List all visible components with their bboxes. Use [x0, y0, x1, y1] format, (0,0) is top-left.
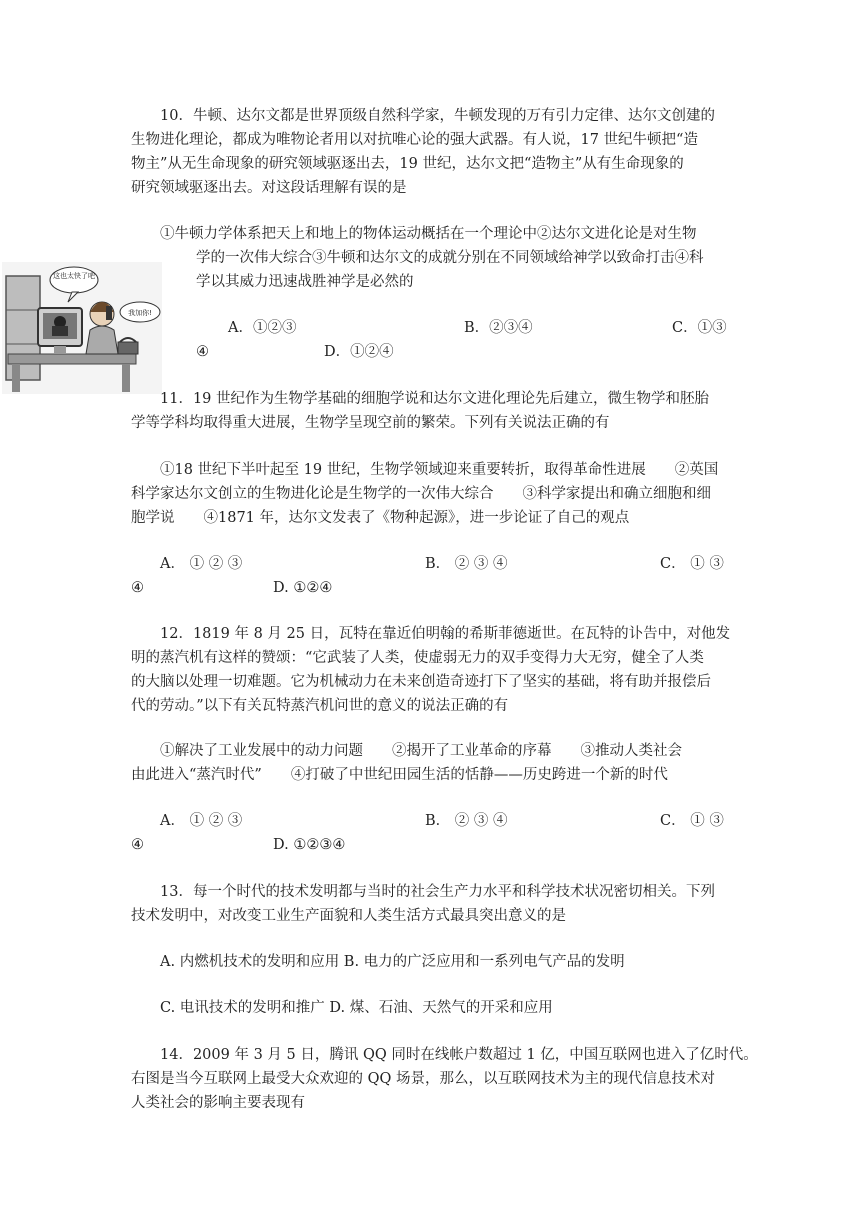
q11-option-b: B． ② ③ ④ — [425, 556, 508, 572]
q10-option-d: D．①②④ — [324, 344, 394, 360]
q12-option-b: B． ② ③ ④ — [425, 813, 508, 829]
q12-statement-line-1: ①解决了工业发展中的动力问题 ②揭开了工业革命的序幕 ③推动人类社会 — [160, 743, 682, 759]
q12-option-a: A． ① ② ③ — [160, 813, 243, 829]
qq-office-illustration — [2, 262, 162, 394]
bubble-2-text: 我加你! — [128, 309, 152, 317]
q13-stem-line-1: 13．每一个时代的技术发明都与当时的社会生产力水平和科学技术状况密切相关。下列 — [160, 884, 715, 900]
q13-stem-line-2: 技术发明中，对改变工业生产面貌和人类生活方式最具突出意义的是 — [131, 908, 566, 924]
q10-option-c: C．①③ — [672, 320, 727, 336]
q12-stem-line-2: 明的蒸汽机有这样的赞颂：“它武装了人类，使虚弱无力的双手变得力大无穷，健全了人类 — [131, 650, 704, 666]
q10-stem-line-2: 生物进化理论，都成为唯物论者用以对抗唯心论的强大武器。有人说，17 世纪牛顿把“造 — [131, 132, 698, 148]
q10-statement-line-1: ①牛顿力学体系把天上和地上的物体运动概括在一个理论中②达尔文进化论是对生物 — [160, 226, 697, 242]
q11-stem-line-2: 学等学科均取得重大进展，生物学呈现空前的繁荣。下列有关说法正确的有 — [131, 415, 610, 431]
q10-stem-line-4: 研究领域驱逐出去。对这段话理解有误的是 — [131, 180, 407, 196]
q13-options-line-1: A. 内燃机技术的发明和应用 B. 电力的广泛应用和一系列电气产品的发明 — [160, 954, 625, 970]
q12-option-c-tail: ④ — [131, 837, 144, 853]
q11-statement-line-1: ①18 世纪下半叶起至 19 世纪，生物学领域迎来重要转折，取得革命性进展 ②英国 — [160, 462, 719, 478]
q11-option-c: C． ① ③ — [660, 556, 724, 572]
q10-option-c-tail: ④ — [196, 344, 209, 360]
q10-stem-line-1: 10．牛顿、达尔文都是世界顶级自然科学家，牛顿发现的万有引力定律、达尔文创建的 — [160, 108, 715, 124]
q10-statement-line-2: 学的一次伟大综合③牛顿和达尔文的成就分别在不同领域给神学以致命打击④科 — [196, 250, 704, 266]
q10-option-a: A．①②③ — [228, 320, 297, 336]
q13-options-line-2: C. 电讯技术的发明和推广 D. 煤、石油、天然气的开采和应用 — [160, 1000, 553, 1016]
q11-option-c-tail: ④ — [131, 580, 144, 596]
q11-stem-line-1: 11．19 世纪作为生物学基础的细胞学说和达尔文进化理论先后建立，微生物学和胚胎 — [160, 391, 710, 407]
bubble-1-text: 这也太快了吧 — [53, 272, 95, 280]
q12-option-c: C． ① ③ — [660, 813, 724, 829]
q11-option-d: D. ①②④ — [273, 580, 333, 596]
q12-stem-line-4: 代的劳动。”以下有关瓦特蒸汽机问世的意义的说法正确的有 — [131, 698, 509, 714]
q11-option-a: A． ① ② ③ — [160, 556, 243, 572]
q12-stem-line-1: 12．1819 年 8 月 25 日，瓦特在靠近伯明翰的希斯菲德逝世。在瓦特的讣告中，对他发 — [160, 626, 731, 642]
q10-option-b: B．②③④ — [464, 320, 533, 336]
q14-stem-line-3: 人类社会的影响主要表现有 — [131, 1095, 305, 1111]
q12-option-d: D. ①②③④ — [273, 837, 346, 853]
q12-stem-line-3: 的大脑以处理一切难题。它为机械动力在未来创造奇迹打下了坚实的基础，将有助并报偿后 — [131, 674, 711, 690]
q10-stem-line-3: 物主”从无生命现象的研究领域驱逐出去，19 世纪，达尔文把“造物主”从有生命现象的 — [131, 156, 684, 172]
q11-statement-line-2: 科学家达尔文创立的生物进化论是生物学的一次伟大综合 ③科学家提出和确立细胞和细 — [131, 486, 711, 502]
q11-statement-line-3: 胞学说 ④1871 年，达尔文发表了《物种起源》，进一步论证了自己的观点 — [131, 510, 630, 526]
q14-stem-line-1: 14．2009 年 3 月 5 日，腾讯 QQ 同时在线帐户数超过 1 亿，中国互联网也进入了亿时代。 — [160, 1047, 758, 1063]
q12-statement-line-2: 由此进入“蒸汽时代” ④打破了中世纪田园生活的恬静——历史跨进一个新的时代 — [131, 767, 668, 783]
q14-stem-line-2: 右图是当今互联网上最受大众欢迎的 QQ 场景，那么，以互联网技术为主的现代信息技术对 — [131, 1071, 715, 1087]
q10-statement-line-3: 学以其威力迅速战胜神学是必然的 — [196, 274, 414, 290]
